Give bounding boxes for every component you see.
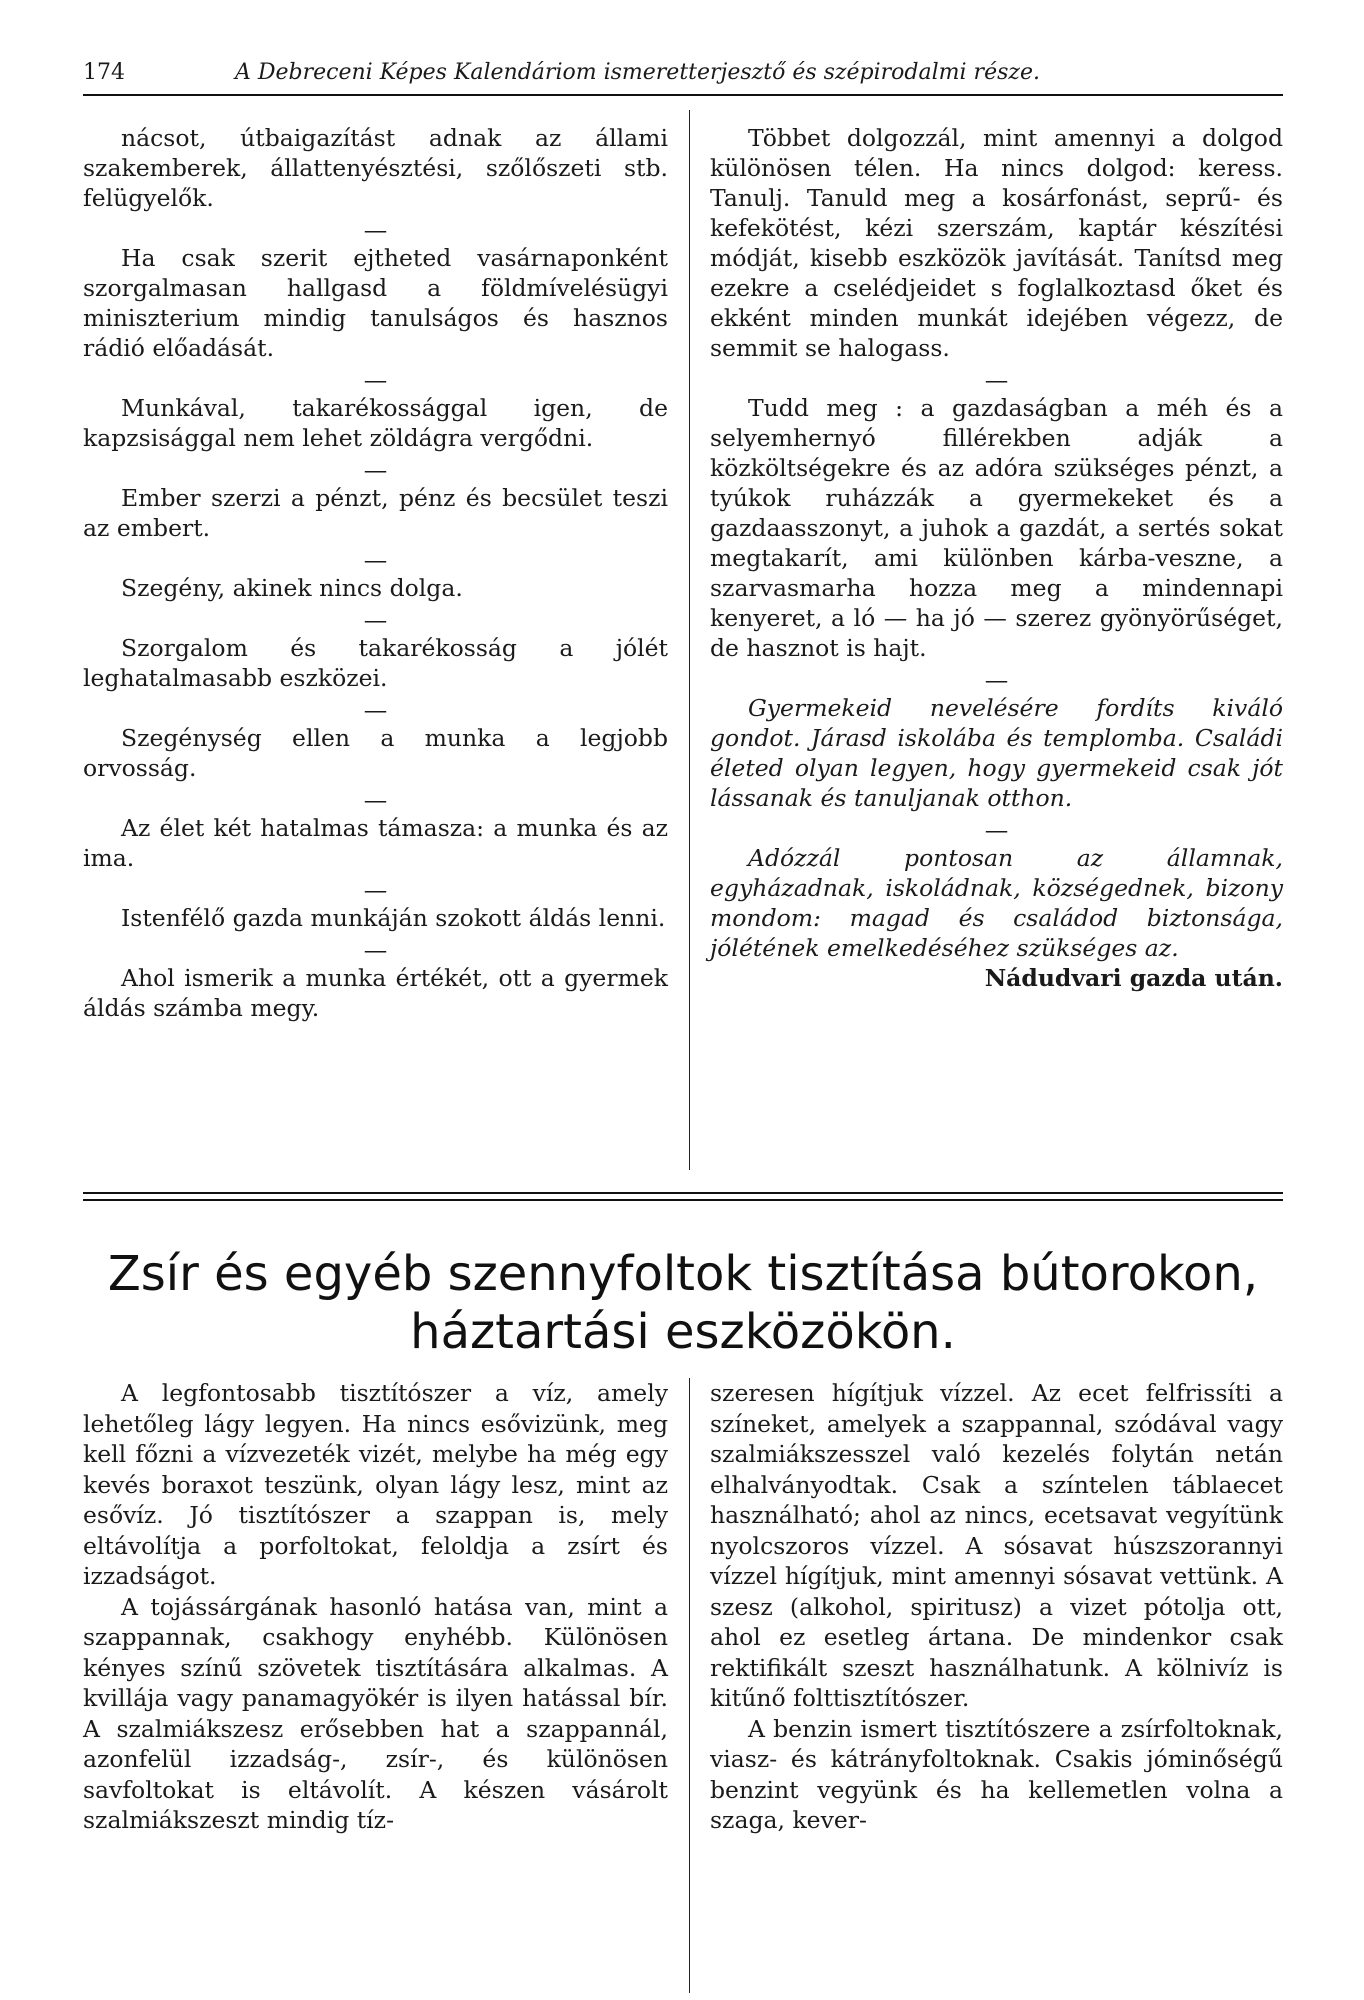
article-left-column: [83, 1378, 668, 1836]
separator-dash: —: [363, 786, 388, 814]
paragraph: szeresen hígítjuk vízzel. Az ecet felfrissíti a színeket, amelyek a szappannal, szódával vagy szalmiákszesszel való kezelés folytán netán elhalványodtak. Csak a színtelen táblaecet használható; ahol az nincs, ecetsavat vegyítünk nyolcszoros vízzel. A sósavat húszszorannyi vízzel hígítjuk, mint amennyi sósavat vettünk. A szesz (alkohol, spiritusz) a vizet pótolja ott, ahol ez esetleg ártana. De mindenkor csak rektifikált szeszt használhatunk. A kölnivíz is kitűnő folttisztítószer.: [710, 1379, 1283, 1712]
top-right-column: [710, 123, 1283, 993]
paragraph: Szegény, akinek nincs dolga.: [121, 574, 463, 602]
paragraph: Ember szerzi a pénzt, pénz és becsület teszi az embert.: [83, 484, 668, 542]
paragraph: A legfontosabb tisztítószer a víz, amely lehetőleg lágy legyen. Ha nincs esővizünk, meg kell főzni a vízvezeték vizét, melybe ha még egy kevés boraxot teszünk, olyan lágy lesz, mint az esővíz. Jó tisztítószer a szappan is, mely eltávolítja a porfoltokat, feloldja a zsírt és izzadságot.: [83, 1379, 668, 1590]
running-title: A Debreceni Képes Kalendáriom ismeretterjesztő és szépirodalmi része.: [235, 60, 1040, 85]
paragraph: Szegénység ellen a munka a legjobb orvosság.: [83, 724, 668, 782]
page-header: [83, 60, 1283, 96]
paragraph: Munkával, takarékossággal igen, de kapzsisággal nem lehet zöldágra vergődni.: [83, 394, 668, 452]
article-title-line-2: háztartási eszközökön.: [410, 1304, 956, 1360]
separator-dash: —: [363, 876, 388, 904]
separator-dash: —: [363, 456, 388, 484]
separator-dash: —: [984, 816, 1009, 844]
paragraph: A tojássárgának hasonló hatása van, mint a szappannak, csakhogy enyhébb. Különösen kényes színű szövetek tisztítására alkalmas. A kvillája vagy panamagyökér is ilyen hatással bír. A szalmiákszesz erősebben hat a szappannál, azonfelül izzadság-, zsír-, és különösen savfoltokat is eltávolít. A készen vásárolt szalmiákszeszt mindig tíz-: [83, 1592, 668, 1834]
paragraph: Ha csak szerit ejtheted vasárnaponként szorgalmasan hallgasd a földmívelésügyi miniszterium mindig tanulságos és hasznos rádió előadását.: [83, 244, 668, 362]
paragraph: nácsot, útbaigazítást adnak az állami szakemberek, állattenyésztési, szőlőszeti stb. felügyelők.: [83, 124, 668, 212]
paragraph: Többet dolgozzál, mint amennyi a dolgod különösen télen. Ha nincs dolgod: keress. Tanulj. Tanuld meg a kosárfonást, seprű- és kefekötést, kézi szerszám, kaptár készítési módját, kisebb eszközök javítását. Tanítsd meg ezekre a cselédjeidet s foglalkoztasd őket és ekként minden munkát idejében végezz, de semmit se halogass.: [710, 124, 1283, 362]
paragraph: Az élet két hatalmas támasza: a munka és az ima.: [83, 814, 668, 872]
paragraph: Tudd meg : a gazdaságban a méh és a selyemhernyó fillérekben adják a közköltségekre és az adóra szükséges pénzt, a tyúkok ruházzák a gyermekeket és a gazdaasszonyt, a juhok a gazdát, a sertés sokat megtakarít, ami különben kárba-veszne, a szarvasmarha hozza meg a mindennapi kenyeret, a ló — ha jó — szerez gyönyörűséget, de hasznot is hajt.: [710, 394, 1283, 662]
separator-dash: —: [363, 216, 388, 244]
section-divider-top: [83, 1192, 1283, 1194]
separator-dash: —: [984, 666, 1009, 694]
article-column-divider: [689, 1378, 690, 1993]
separator-dash: —: [363, 606, 388, 634]
separator-dash: —: [984, 366, 1009, 394]
article-title: [83, 1245, 1283, 1361]
separator-dash: —: [363, 366, 388, 394]
separator-dash: —: [363, 546, 388, 574]
paragraph: Istenfélő gazda munkáján szokott áldás lenni.: [121, 904, 666, 932]
separator-dash: —: [363, 936, 388, 964]
paragraph: Szorgalom és takarékosság a jólét leghatalmasabb eszközei.: [83, 634, 668, 692]
article-right-column: [710, 1378, 1283, 1836]
top-left-column: [83, 123, 668, 1023]
separator-dash: —: [363, 696, 388, 724]
signature: Nádudvari gazda után.: [984, 964, 1283, 992]
section-divider-bottom: [83, 1199, 1283, 1201]
article-title-line-1: Zsír és egyéb szennyfoltok tisztítása bútorokon,: [107, 1246, 1259, 1302]
italic-paragraph: Adózzál pontosan az államnak, egyházadnak, iskoládnak, községednek, bizony mondom: magad és családod biztonsága, jólétének emelkedéséhez szükséges az.: [710, 844, 1283, 962]
paragraph: A benzin ismert tisztítószere a zsírfoltoknak, viasz- és kátrányfoltoknak. Csakis jóminőségű benzint vegyünk és ha kellemetlen volna a szaga, kever-: [710, 1714, 1283, 1834]
paragraph: Ahol ismerik a munka értékét, ott a gyermek áldás számba megy.: [83, 964, 668, 1022]
italic-paragraph: Gyermekeid nevelésére fordíts kiváló gondot. Járasd iskolába és templomba. Családi életed olyan legyen, hogy gyermekeid csak jót lássanak és tanuljanak otthon.: [710, 694, 1283, 812]
page-number: 174: [83, 60, 125, 85]
top-column-divider: [689, 110, 690, 1170]
